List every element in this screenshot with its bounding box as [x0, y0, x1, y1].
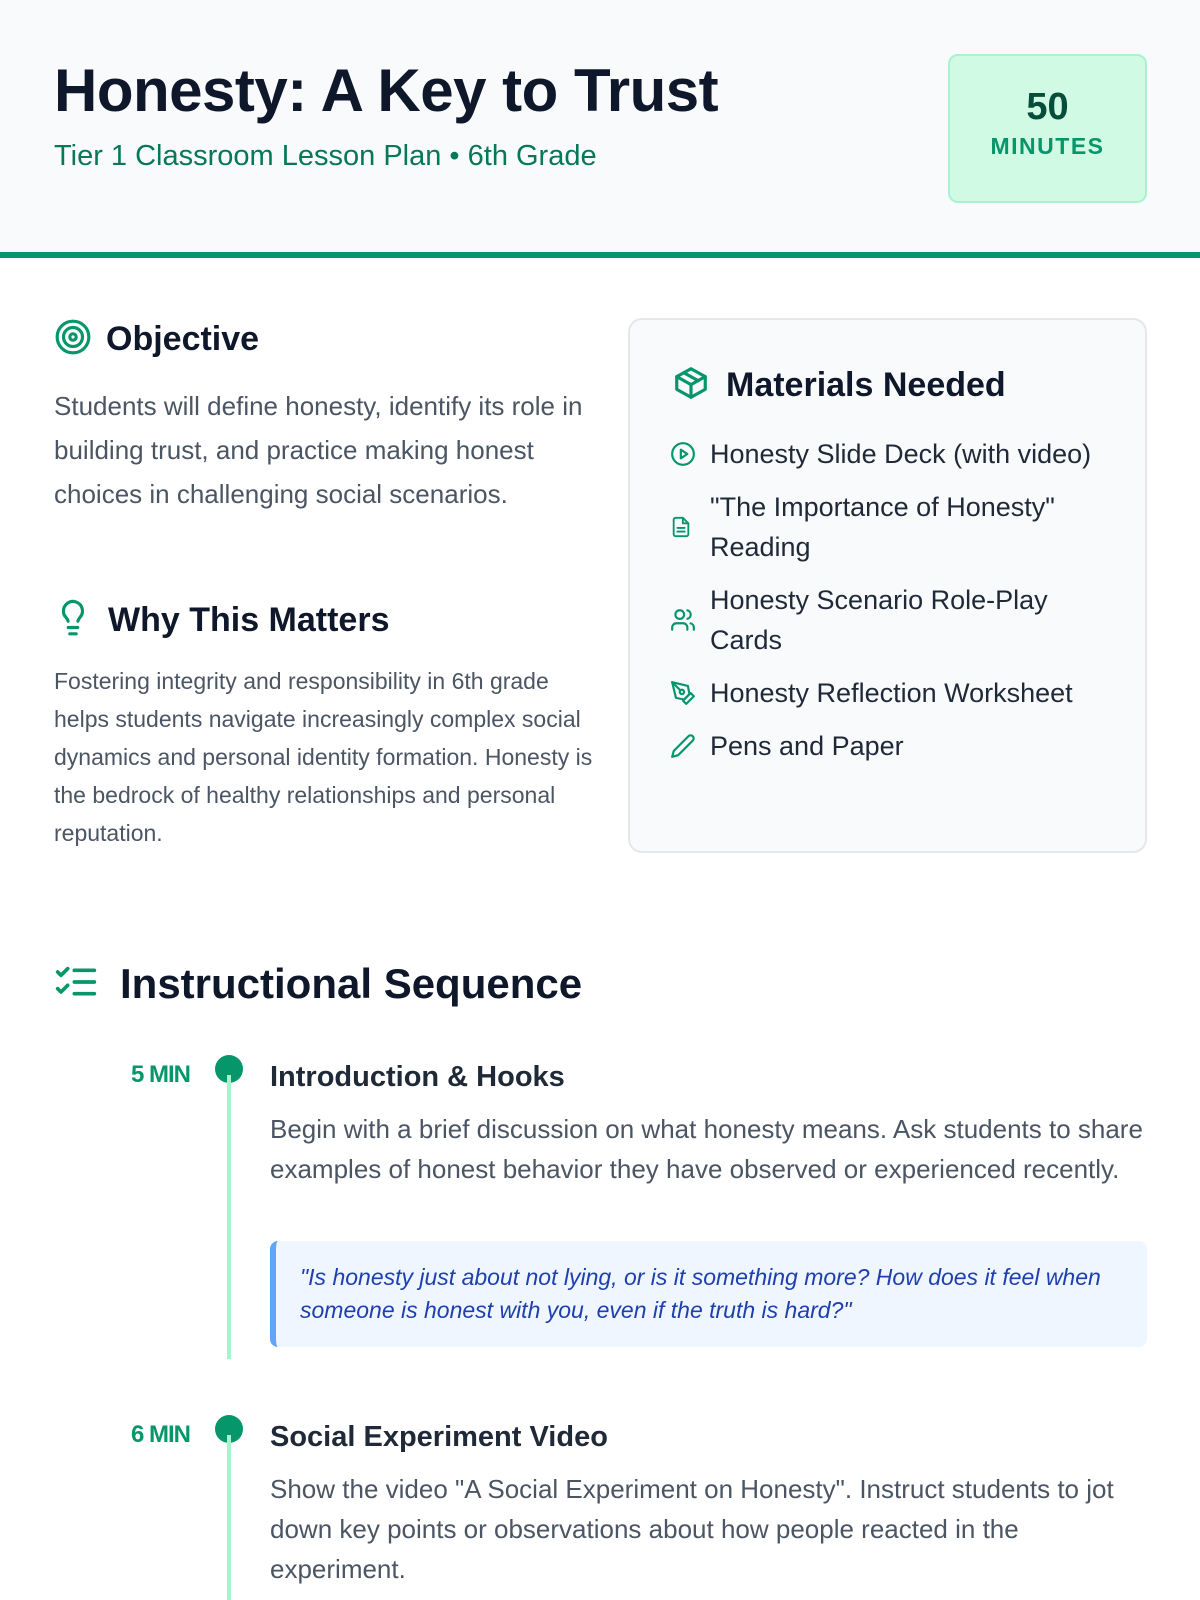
objective-title: Objective [106, 320, 260, 358]
objective-heading [54, 318, 259, 361]
material-label: "The Importance of Honesty" Reading [710, 492, 1055, 562]
step-line [227, 1075, 231, 1359]
materials-title: Materials Needed [726, 366, 1006, 404]
lightbulb-icon [54, 598, 92, 643]
duration-badge [948, 54, 1147, 203]
pencil-icon [670, 733, 698, 759]
material-item-role-play-cards [670, 580, 1120, 660]
target-icon [54, 318, 92, 361]
material-label: Honesty Reflection Worksheet [710, 678, 1073, 708]
why-text: Fostering integrity and responsibility in 6th grade helps students navigate increasingly complex social dynamics and personal identity formation. Honesty is the bedrock of healthy relationships and personal reputation. [54, 668, 593, 846]
materials-list [670, 434, 1120, 779]
duration-unit: MINUTES [990, 133, 1105, 159]
material-label: Pens and Paper [710, 731, 904, 761]
document-icon [670, 515, 698, 539]
material-item-reading [670, 487, 1120, 567]
duration-value: 50 [1026, 86, 1069, 128]
material-item-worksheet [670, 673, 1120, 713]
page-title: Honesty: A Key to Trust [54, 57, 719, 124]
why-title: Why This Matters [108, 601, 390, 639]
step-title: Social Experiment Video [270, 1421, 608, 1453]
step-time: 6 MIN [130, 1421, 190, 1448]
step-line [227, 1435, 231, 1600]
material-item-pens [670, 726, 1120, 766]
users-icon [670, 607, 698, 633]
step-title: Introduction & Hooks [270, 1061, 565, 1093]
why-heading [54, 598, 389, 643]
material-label: Honesty Scenario Role-Play Cards [710, 585, 1048, 655]
pen-tool-icon [670, 680, 698, 706]
materials-heading [672, 364, 1006, 407]
page-subtitle: Tier 1 Classroom Lesson Plan • 6th Grade [54, 140, 597, 172]
material-item-slide-deck [670, 434, 1120, 474]
sequence-heading [54, 960, 582, 1008]
step-text: Begin with a brief discussion on what honesty means. Ask students to share examples of honest behavior they have observed or experienced recently. [270, 1114, 1143, 1184]
materials-card [628, 318, 1147, 853]
play-circle-icon [670, 441, 698, 467]
step-text: Show the video "A Social Experiment on Honesty". Instruct students to jot down key points or observations about how people reacted in the experiment. [270, 1474, 1114, 1584]
sequence-title: Instructional Sequence [120, 960, 583, 1007]
step-quote: "Is honesty just about not lying, or is it something more? How does it feel when someone is honest with you, even if the truth is hard?" [270, 1241, 1147, 1347]
step-time: 5 MIN [130, 1061, 190, 1088]
box-icon [672, 364, 710, 407]
checklist-icon [54, 962, 98, 1007]
objective-text: Students will define honesty, identify its role in building trust, and practice making honest choices in challenging social scenarios. [54, 391, 583, 509]
material-label: Honesty Slide Deck (with video) [710, 439, 1092, 469]
lesson-header [0, 0, 1200, 258]
